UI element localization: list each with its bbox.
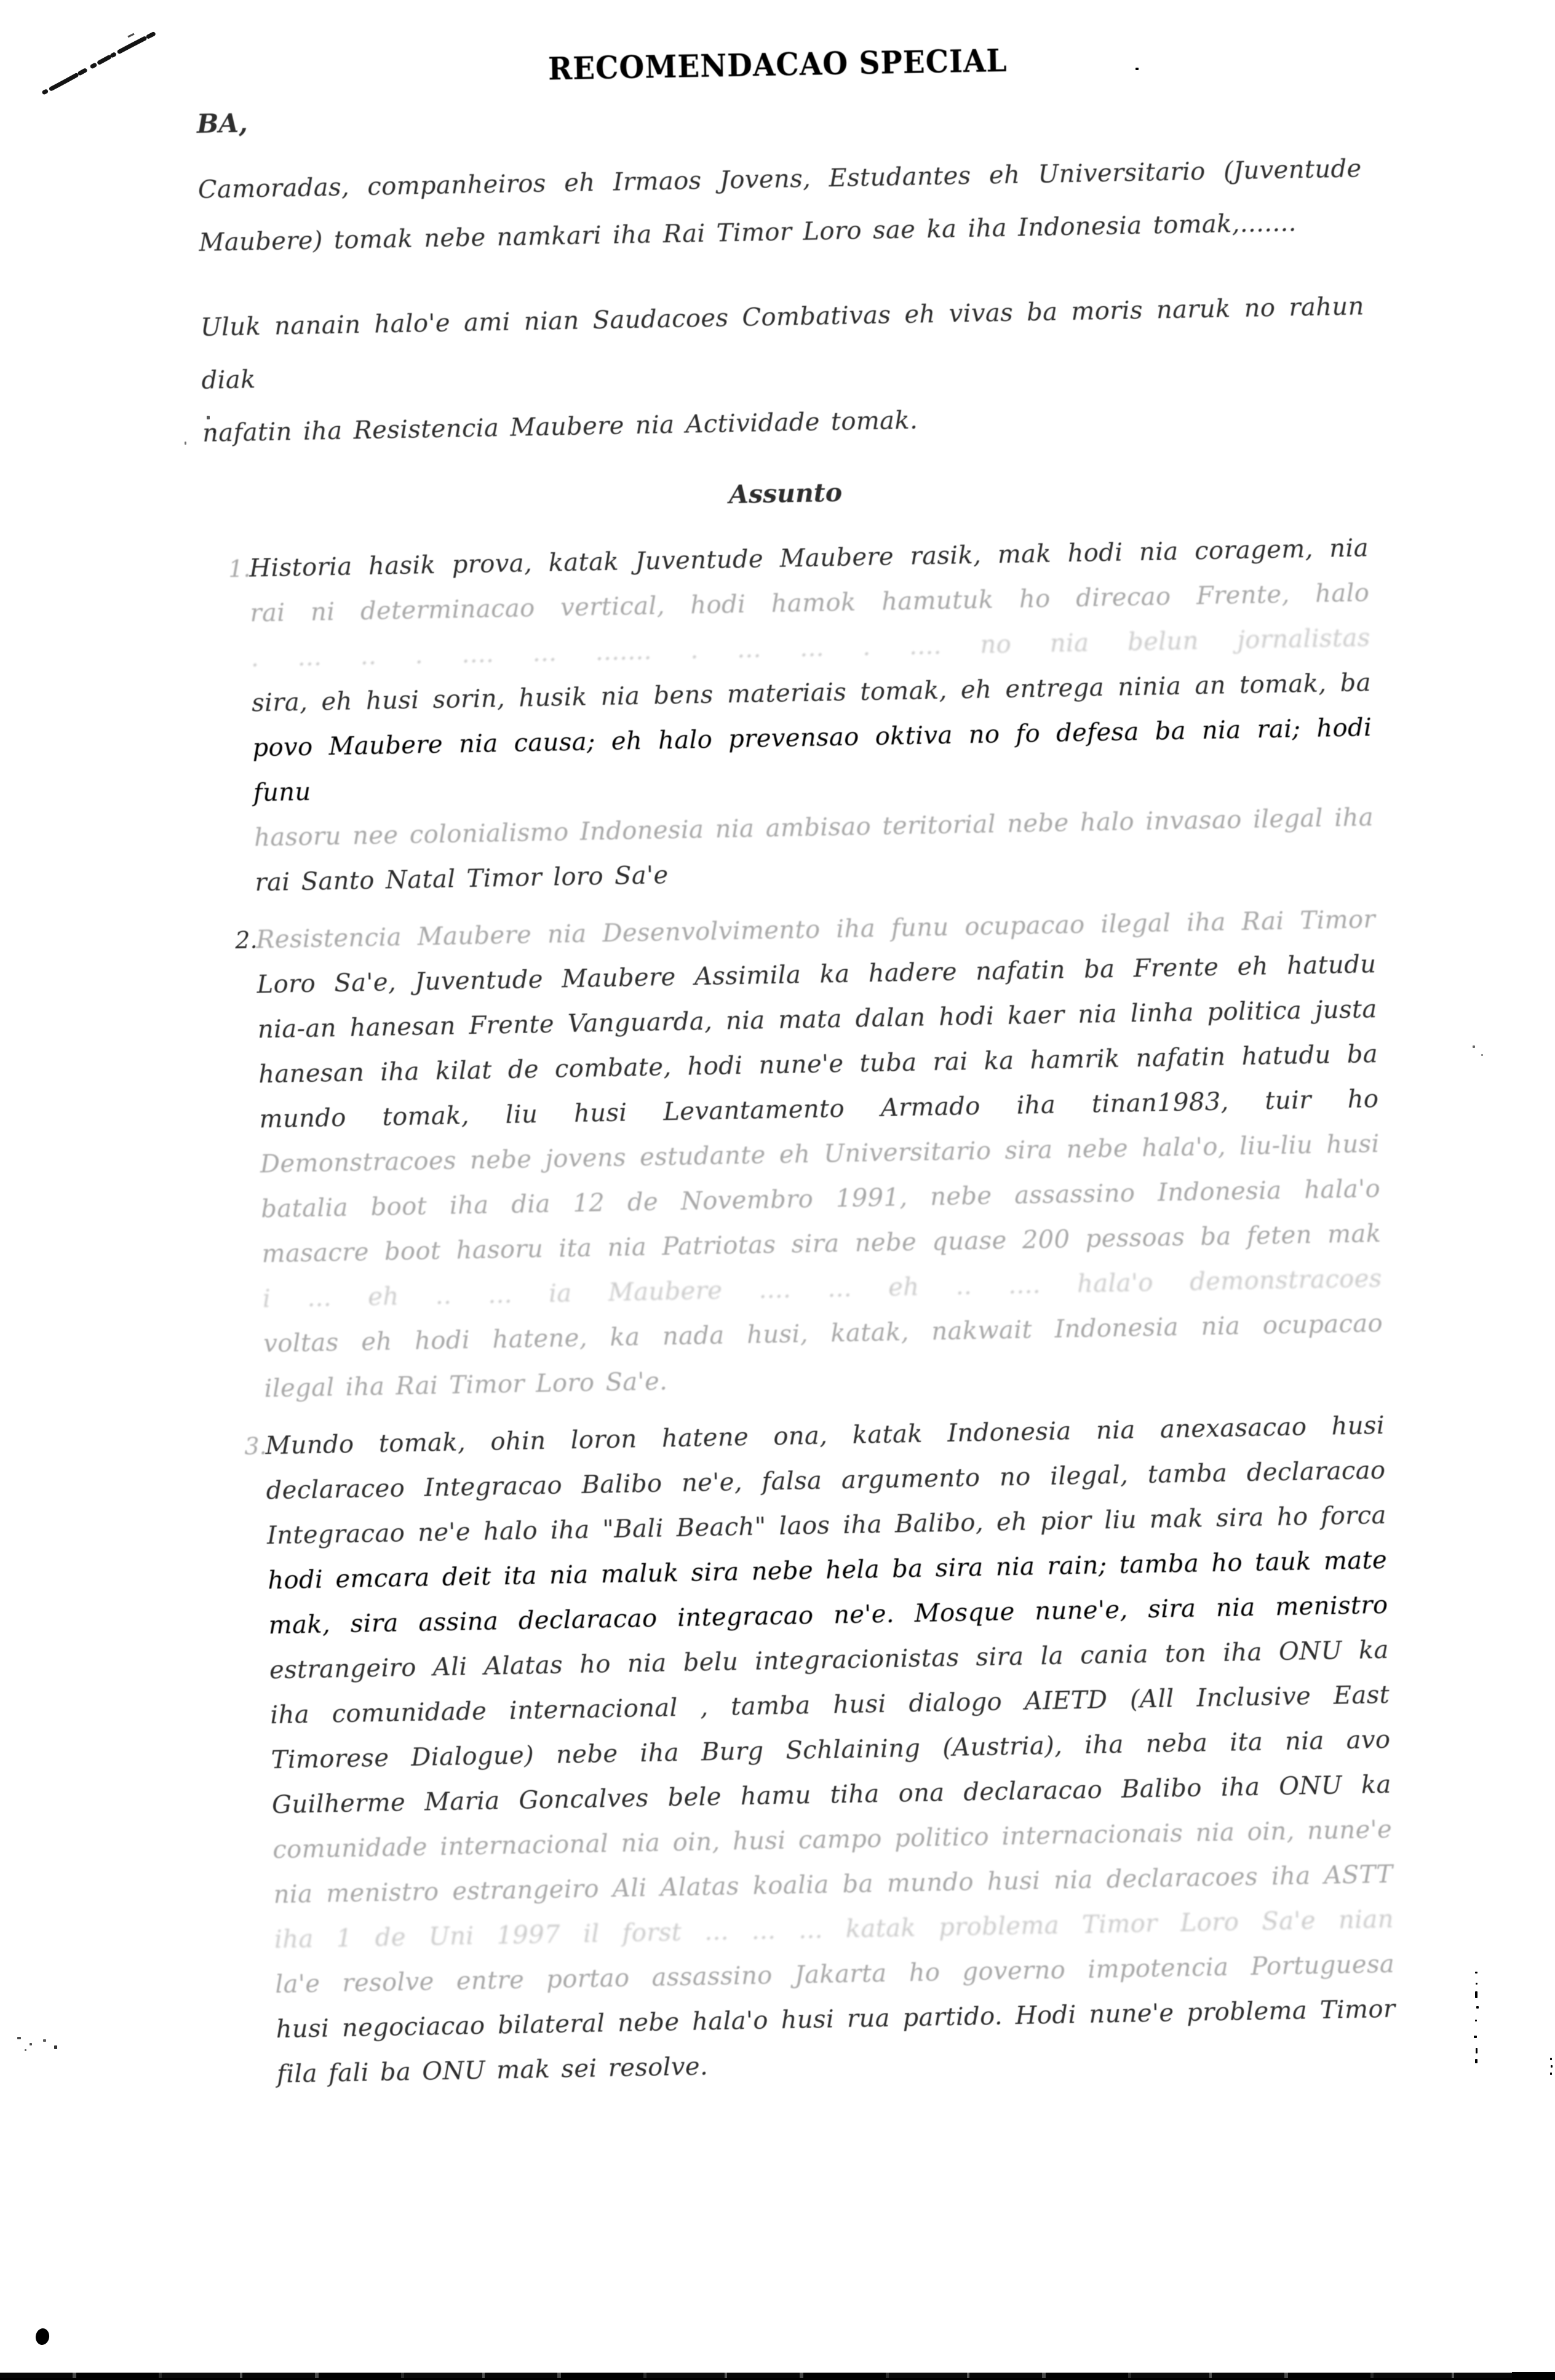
item-number: 1. [228,555,251,583]
scan-speck [1476,1983,1477,1985]
scan-speck [17,2037,21,2039]
text-line: estrangeiro Ali Alatas ho nia belu integracionistas sira la cania ton iha ONU ka [269,1635,1390,1685]
scan-speck [1475,1972,1477,1973]
scan-speck [25,2049,26,2051]
numbered-list [228,526,1397,2097]
text-line: Loro Sa'e, Juventude Maubere Assimila ka hadere nafatin ba Frente eh hatudu [257,950,1377,999]
scan-speck [43,2039,46,2042]
text-line: Mundo tomak, ohin loron hatene ona, katak Indonesia nia anexasacao husi [264,1411,1385,1461]
list-item-3 [244,1403,1397,2097]
scan-speck [1550,2058,1552,2060]
scan-speck [1473,1045,1475,1048]
scan-speck [1550,2073,1552,2075]
text-line: hanesan iha kilat de combate, hodi nune'e tuba rai ka hamrik nafatin hatudu ba [258,1040,1378,1089]
document-title: RECOMENDACAO SPECIAL [547,42,1008,88]
text-line: mundo tomak, liu husi Levantamento Armado iha tinan1983, tuir ho [259,1085,1379,1134]
text-line: Historia hasik prova, katak Juventude Maubere rasik, mak hodi nia coragem, nia [249,534,1369,583]
text-line: iha 1 de Uni 1997 il forst ... ... ... katak problema Timor Loro Sa'e nian [274,1905,1394,1954]
text-line: Integracao ne'e halo iha "Bali Beach" laos iha Balibo, eh pior liu mak sira ho forca [266,1501,1387,1550]
ink-dot-mark [34,2328,50,2346]
text-line: Timorese Dialogue) nebe iha Burg Schlaining (Austria), iha neba ita nia avo [271,1725,1391,1775]
text-line: Uluk nanain halo'e ami nian Saudacoes Combativas eh vivas ba moris naruk no rahun diak [200,292,1365,395]
text-line: Resistencia Maubere nia Desenvolvimento iha funu ocupacao ilegal iha Rai Timor [255,905,1376,954]
scan-speck [1551,2065,1553,2068]
text-line: voltas eh hodi hatene, ka nada husi, katak, nakwait Indonesia nia ocupacao [263,1309,1383,1359]
text-line: Camoradas, companheiros eh Irmaos Jovens, Estudantes eh Universitario (Juventude [197,154,1362,204]
list-item-2 [234,897,1384,1411]
scan-speck [30,2043,32,2045]
text-line: hodi emcara deit ita nia maluk sira nebe hela ba sira nia rain; tamba ho tauk mate [267,1545,1388,1595]
text-line: iha comunidade internacional , tamba husi dialogo AIETD (All Inclusive East [269,1680,1390,1730]
text-line: declaraceo Integracao Balibo ne'e, falsa argumento no ilegal, tamba declaracao [266,1456,1386,1505]
text-line: rai ni determinacao vertical, hodi hamok hamutuk ho direcao Frente, halo [250,579,1370,628]
text-line: hasoru nee colonialismo Indonesia nia ambisao teritorial nebe halo invasao ilegal iha [253,803,1374,852]
pen-stroke-mark [36,23,171,103]
scan-speck [1476,2048,1477,2053]
text-line: i ... eh .. ... ia Maubere .... ... eh .. .... hala'o demonstracoes [262,1264,1383,1314]
text-line: rai Santo Natal Timor loro Sa'e [255,861,669,897]
scan-speck [1476,2006,1479,2009]
item-number: 2. [234,926,258,954]
text-line: mak, sira assina declaracao integracao ne'e. Mosque nune'e, sira nia menistro [268,1590,1388,1640]
scanner-edge-artifact [0,2373,1555,2380]
scanner-edge-artifact-corner [1512,2372,1555,2380]
scan-speck [1474,2036,1477,2038]
text-line: la'e resolve entre portao assassino Jakarta ho governo impotencia Portuguesa [274,1950,1395,1999]
scan-speck [185,442,186,445]
section-heading: Assunto [728,477,843,510]
scan-speck [54,2045,57,2049]
text-line: Guilherme Maria Goncalves bele hamu tiha ona declaracao Balibo iha ONU ka [271,1770,1392,1820]
text-line: nia menistro estrangeiro Ali Alatas koalia ba mundo husi nia declaracoes iha ASTT [273,1860,1393,1910]
intro-paragraph-1 [197,142,1363,269]
text-line: nia-an hanesan Frente Vanguarda, nia mata dalan hodi kaer nia linha politica justa [257,995,1378,1044]
text-line: nafatin iha Resistencia Maubere nia Actividade tomak. [202,406,918,448]
text-line: . ... .. . .... ... ....... . ... ... . .... no nia belun jornalistas [250,624,1370,673]
intro-paragraph-2 [200,280,1366,460]
scan-speck [1475,2059,1477,2063]
text-line: batalia boot iha dia 12 de Novembro 1991, nebe assassino Indonesia hala'o [260,1175,1381,1224]
text-line: Demonstracoes nebe jovens estudante eh Universitario sira nebe hala'o, liu-liu husi [260,1130,1380,1179]
text-line: sira, eh husi sorin, husik nia bens materiais tomak, eh entrega ninia an tomak, ba [251,668,1372,718]
salutation: BA, [196,108,249,139]
document-content [196,38,1397,2110]
text-line: comunidade internacional nia oin, husi campo politico internacionais nia oin, nune'e [272,1815,1393,1865]
scan-speck [1475,2020,1477,2021]
text-line: husi negociacao bilateral nebe hala'o husi rua partido. Hodi nune'e problema Timor [276,1994,1396,2044]
scan-speck [1475,1991,1477,1998]
text-line: masacre boot hasoru ita nia Patriotas sira nebe quase 200 pessoas ba feten mak [261,1220,1382,1269]
text-line: ilegal iha Rai Timor Loro Sa'e. [264,1367,668,1403]
text-line: fila fali ba ONU mak sei resolve. [276,2052,709,2089]
list-item-1 [228,526,1375,905]
text-line: Maubere) tomak nebe namkari iha Rai Timor Loro sae ka iha Indonesia tomak,....... [199,208,1297,257]
scan-speck [1481,1054,1483,1056]
item-number: 3. [244,1432,268,1460]
text-line: povo Maubere nia causa; eh halo prevensao oktiva no fo defesa ba nia rai; hodi funu [252,713,1372,807]
